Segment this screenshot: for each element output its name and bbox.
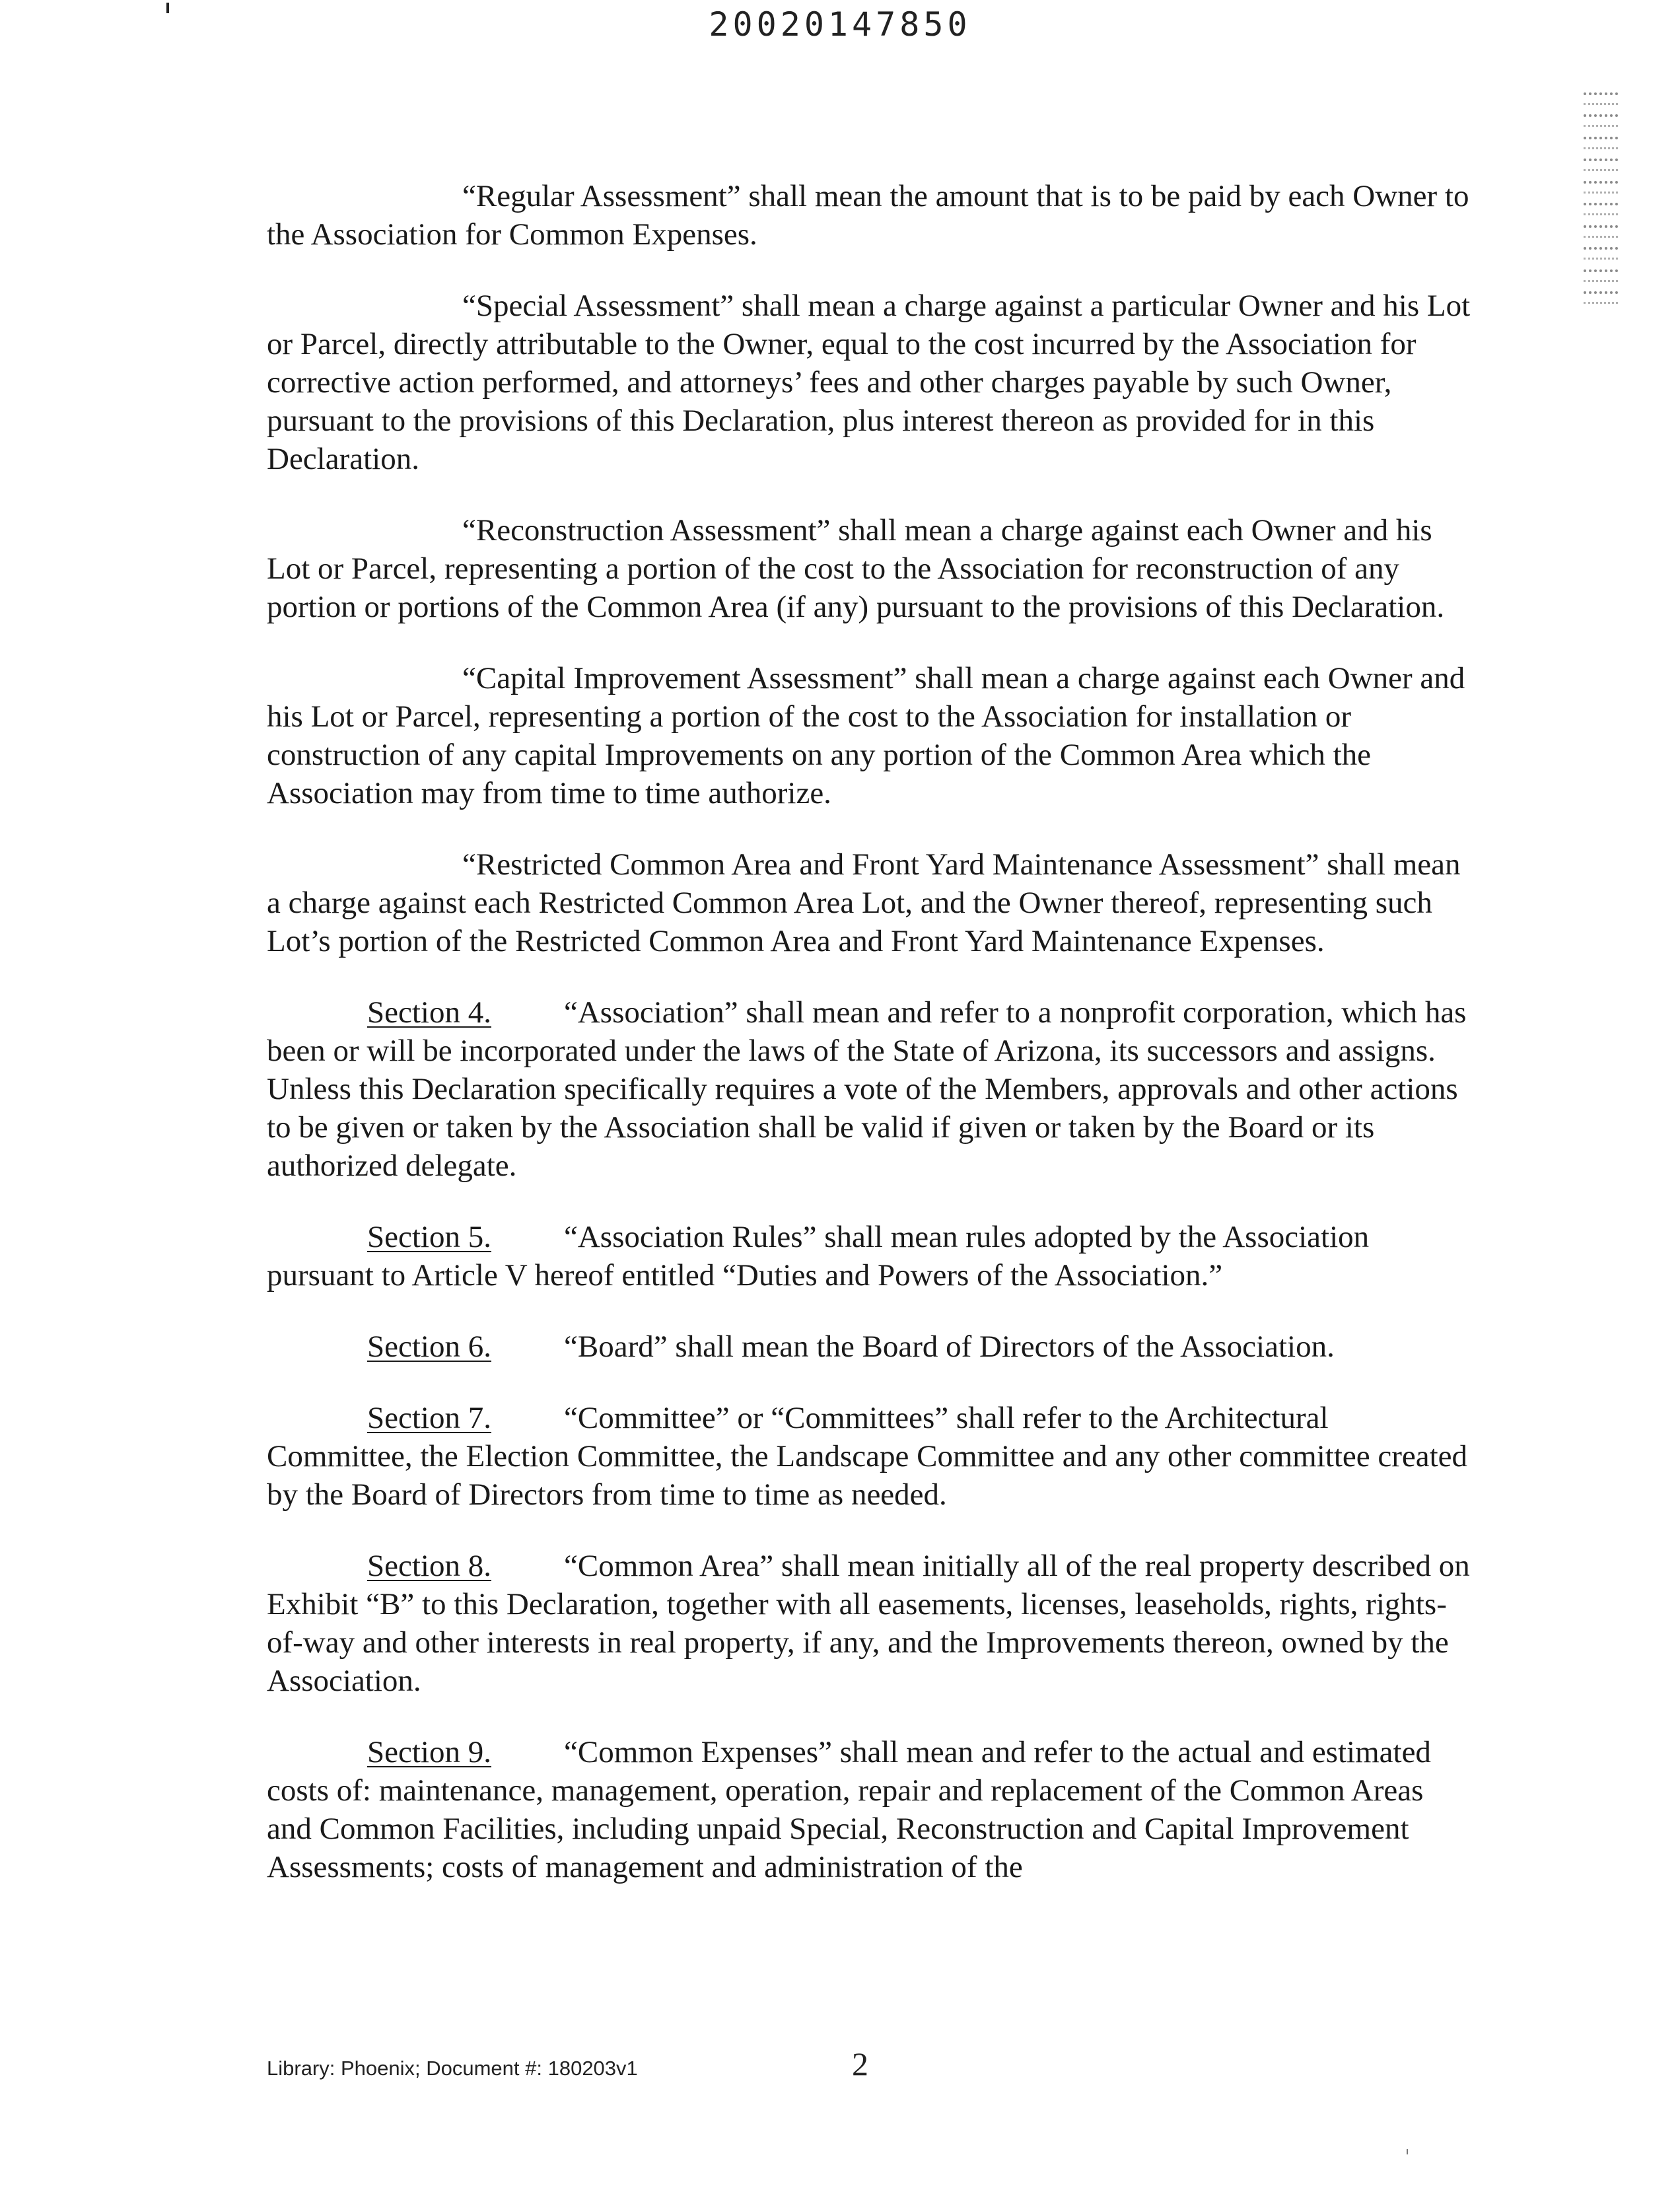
section-text: “Association Rules” shall mean rules adopted by the Association pursuant to Article V hereof entitled “Duties and Powers of the Association.” xyxy=(267,1220,1370,1293)
section-8 xyxy=(267,1547,1475,1700)
footer-library-reference: Library: Phoenix; Document #: 180203v1 xyxy=(267,2057,638,2080)
section-text: “Common Area” shall mean initially all of the real property described on Exhibit “B” to this Declaration, together with all easements, licenses, leaseholds, rights, rights-of-way and other interests in real property, if any, and the Improvements thereon, owned by the Association. xyxy=(267,1549,1470,1698)
scan-artifact xyxy=(1407,2149,1408,2154)
section-6 xyxy=(267,1328,1475,1366)
document-body xyxy=(267,177,1475,1886)
section-heading: Section 6. xyxy=(367,1329,491,1364)
section-heading: Section 4. xyxy=(367,995,491,1030)
section-5 xyxy=(267,1218,1475,1294)
recording-number: 20020147850 xyxy=(709,5,971,44)
definition-regular-assessment: “Regular Assessment” shall mean the amount that is to be paid by each Owner to the Association for Common Expenses. xyxy=(267,179,1469,252)
side-recording-stamp xyxy=(1584,92,1623,304)
section-heading: Section 5. xyxy=(367,1220,491,1254)
section-4 xyxy=(267,993,1475,1185)
definition-restricted-common-area-assessment: “Restricted Common Area and Front Yard Maintenance Assessment” shall mean a charge against each Restricted Common Area Lot, and the Owner thereof, representing such Lot’s portion of the Restricted Common Area and Front Yard Maintenance Expenses. xyxy=(267,847,1461,958)
page-number: 2 xyxy=(852,2045,868,2082)
section-heading: Section 7. xyxy=(367,1401,491,1435)
definition-capital-improvement-assessment: “Capital Improvement Assessment” shall mean a charge against each Owner and his Lot or Parcel, representing a portion of the cost to the Association for installation or construction of any capital Improvements on any portion of the Common Area which the Association may from time to time authorize. xyxy=(267,661,1465,810)
section-heading: Section 9. xyxy=(367,1735,491,1769)
section-7 xyxy=(267,1399,1475,1514)
section-text: “Board” shall mean the Board of Directors of the Association. xyxy=(564,1329,1335,1364)
definition-special-assessment: “Special Assessment” shall mean a charge against a particular Owner and his Lot or Parcel, directly attributable to the Owner, equal to the cost incurred by the Association for corrective action performed, and attorneys’ fees and other charges payable by such Owner, pursuant to the provisions of this Declaration, plus interest thereon as provided for in this Declaration. xyxy=(267,289,1471,476)
section-text: “Committee” or “Committees” shall refer to the Architectural Committee, the Election Committee, the Landscape Committee and any other committee created by the Board of Directors from time to time as needed. xyxy=(267,1401,1468,1512)
section-heading: Section 8. xyxy=(367,1549,491,1583)
section-text: “Common Expenses” shall mean and refer to the actual and estimated costs of: maintenance, management, operation, repair and replacement of the Common Areas and Common Facilities, including unpaid Special, Reconstruction and Capital Improvement Assessments; costs of management and administration of the xyxy=(267,1735,1431,1884)
definition-reconstruction-assessment: “Reconstruction Assessment” shall mean a charge against each Owner and his Lot or Parcel, representing a portion of the cost to the Association for reconstruction of any portion or portions of the Common Area (if any) pursuant to the provisions of this Declaration. xyxy=(267,513,1445,624)
section-text: “Association” shall mean and refer to a nonprofit corporation, which has been or will be incorporated under the laws of the State of Arizona, its successors and assigns. Unless this Declaration specifically requires a vote of the Members, approvals and other actions to be given or taken by the Association shall be valid if given or taken by the Board or its authorized delegate. xyxy=(267,995,1467,1183)
section-9 xyxy=(267,1733,1475,1886)
